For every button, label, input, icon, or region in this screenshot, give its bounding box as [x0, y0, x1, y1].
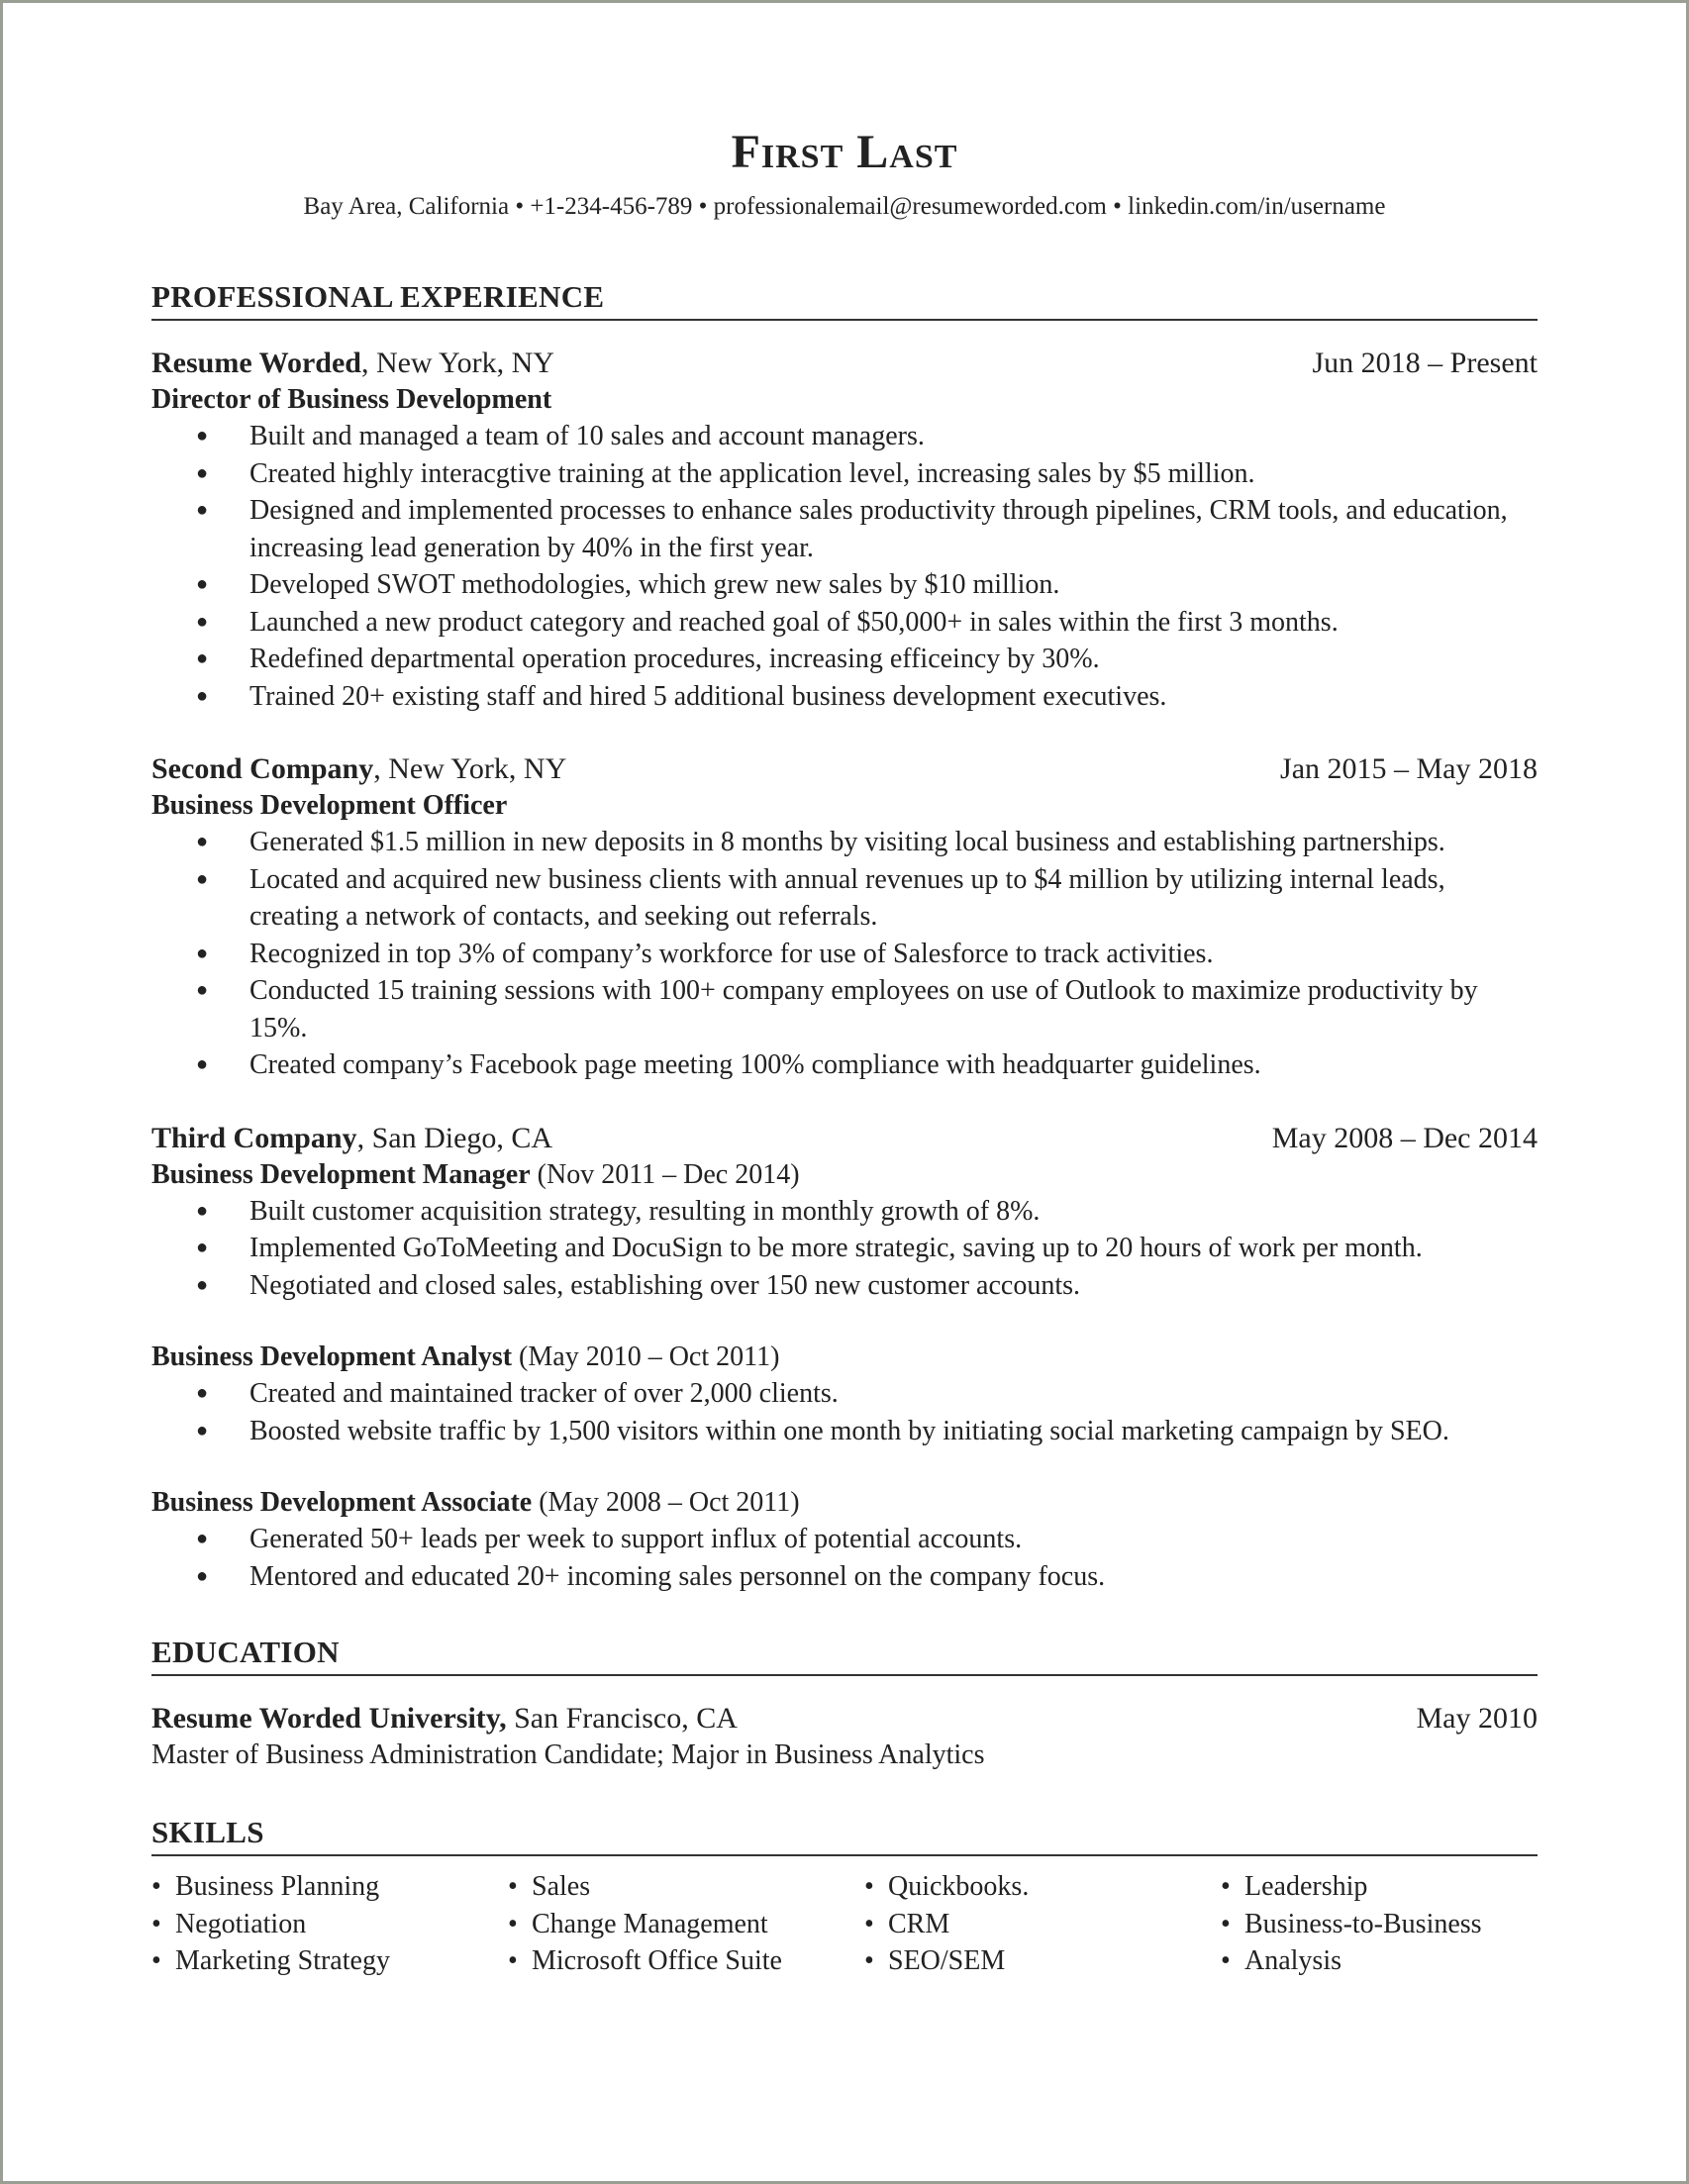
job-entry	[151, 1120, 1538, 1596]
list-item: ● Negotiated and closed sales, establishing over 150 new customer accounts.	[249, 1267, 1538, 1305]
company-line	[151, 1120, 552, 1157]
role-period: (Nov 2011 – Dec 2014)	[530, 1158, 800, 1190]
bullet-list	[151, 418, 1538, 715]
skills-column	[1221, 1868, 1538, 1980]
company-location: , New York, NY	[373, 752, 567, 785]
role-title	[151, 382, 1538, 418]
list-item: ● Conducted 15 training sessions with 100+ company employees on use of Outlook to maximize productivity by 15%.	[249, 972, 1538, 1046]
skill-item: • Change Management	[532, 1906, 864, 1943]
skills-section	[151, 1815, 1538, 1980]
company-location: , San Diego, CA	[356, 1121, 553, 1154]
degree-line: Master of Business Administration Candidate; Major in Business Analytics	[151, 1739, 985, 1770]
contact-line: Bay Area, California • +1-234-456-789 • professionalemail@resumeworded.com • linkedin.com/in/username	[303, 193, 1386, 220]
section-title-education: EDUCATION	[151, 1635, 1538, 1676]
job-dates: May 2008 – Dec 2014	[1271, 1121, 1538, 1154]
job-dates: Jan 2015 – May 2018	[1280, 752, 1538, 785]
bullet-list	[151, 1521, 1538, 1595]
role-title	[151, 1157, 1538, 1193]
list-item: ● Launched a new product category and reached goal of $50,000+ in sales within the first 3 months.	[249, 604, 1538, 642]
job-header	[151, 1120, 1538, 1157]
skill-item: • CRM	[888, 1906, 1221, 1943]
skill-item: • Sales	[532, 1868, 864, 1906]
company-location: , New York, NY	[360, 347, 554, 379]
skills-column	[151, 1868, 508, 1980]
list-item: ● Created and maintained tracker of over 2,000 clients.	[249, 1375, 1538, 1413]
education-section	[151, 1635, 1538, 1773]
list-item: ● Trained 20+ existing staff and hired 5 additional business development executives.	[249, 678, 1538, 716]
skill-item: • Negotiation	[175, 1906, 508, 1943]
section-title-experience: PROFESSIONAL EXPERIENCE	[151, 279, 1538, 321]
skills-grid	[151, 1868, 1538, 1980]
skill-item: • Quickbooks.	[888, 1868, 1221, 1906]
school-name: Resume Worded University,	[151, 1702, 507, 1735]
skill-item: • Analysis	[1244, 1942, 1538, 1980]
role-name: Business Development Officer	[151, 790, 508, 821]
skill-item: • Leadership	[1244, 1868, 1538, 1906]
education-date: May 2010	[1416, 1702, 1538, 1735]
school-line	[151, 1700, 738, 1737]
job-entry	[151, 750, 1538, 1084]
job-header	[151, 345, 1538, 382]
list-item: ● Generated $1.5 million in new deposits in 8 months by visiting local business and establishing partnerships.	[249, 824, 1538, 861]
list-item: ● Implemented GoToMeeting and DocuSign to be more strategic, saving up to 20 hours of work per month.	[249, 1230, 1538, 1267]
role-name: Business Development Associate	[151, 1487, 533, 1518]
role-period: (May 2010 – Oct 2011)	[512, 1341, 780, 1372]
job-dates: Jun 2018 – Present	[1312, 347, 1538, 379]
role-period: (May 2008 – Oct 2011)	[532, 1487, 800, 1518]
company-line	[151, 345, 554, 382]
role-name: Business Development Manager	[151, 1158, 531, 1190]
list-item: ● Generated 50+ leads per week to support influx of potential accounts.	[249, 1521, 1538, 1558]
skill-item: • Business-to-Business	[1244, 1906, 1538, 1943]
experience-section	[151, 279, 1538, 1595]
skill-item: • SEO/SEM	[888, 1942, 1221, 1980]
section-title-skills: SKILLS	[151, 1815, 1538, 1856]
skill-item: • Microsoft Office Suite	[532, 1942, 864, 1980]
bullet-list	[151, 1375, 1538, 1449]
skill-item: • Business Planning	[175, 1868, 508, 1906]
job-entry	[151, 345, 1538, 715]
company-line	[151, 750, 566, 788]
company-name: Second Company	[151, 752, 374, 785]
bullet-list	[151, 824, 1538, 1084]
role-name: Business Development Analyst	[151, 1341, 513, 1372]
skill-item: • Marketing Strategy	[175, 1942, 508, 1980]
education-entry	[151, 1700, 1538, 1773]
list-item: ● Boosted website traffic by 1,500 visitors within one month by initiating social marketing campaign by SEO.	[249, 1413, 1538, 1450]
company-name: Third Company	[151, 1121, 357, 1154]
bullet-list	[151, 1193, 1538, 1305]
job-header	[151, 750, 1538, 788]
role-title	[151, 788, 1538, 824]
school-location: San Francisco, CA	[506, 1702, 738, 1735]
list-item: ● Redefined departmental operation procedures, increasing efficeincy by 30%.	[249, 641, 1538, 678]
list-item: ● Designed and implemented processes to enhance sales productivity through pipelines, CRM tools, and education, increasing lead generation by 40% in the first year.	[249, 492, 1538, 566]
candidate-name: First Last	[731, 126, 958, 178]
list-item: ● Built and managed a team of 10 sales and account managers.	[249, 418, 1538, 455]
list-item: ● Located and acquired new business clients with annual revenues up to $4 million by utilizing internal leads, creating a network of contacts, and seeking out referrals.	[249, 861, 1538, 936]
role-title	[151, 1340, 1538, 1375]
list-item: ● Developed SWOT methodologies, which grew new sales by $10 million.	[249, 566, 1538, 604]
list-item: ● Created company’s Facebook page meeting 100% compliance with headquarter guidelines.	[249, 1046, 1538, 1084]
role-name: Director of Business Development	[151, 384, 552, 415]
skills-column	[864, 1868, 1221, 1980]
list-item: ● Built customer acquisition strategy, resulting in monthly growth of 8%.	[249, 1193, 1538, 1231]
role-title	[151, 1485, 1538, 1521]
education-header	[151, 1700, 1538, 1737]
company-name: Resume Worded	[151, 347, 361, 379]
list-item: ● Recognized in top 3% of company’s workforce for use of Salesforce to track activities.	[249, 936, 1538, 973]
resume-page	[151, 127, 1538, 1980]
skills-column	[508, 1868, 864, 1980]
list-item: ● Mentored and educated 20+ incoming sales personnel on the company focus.	[249, 1558, 1538, 1596]
list-item: ● Created highly interacgtive training at the application level, increasing sales by $5 million.	[249, 455, 1538, 493]
